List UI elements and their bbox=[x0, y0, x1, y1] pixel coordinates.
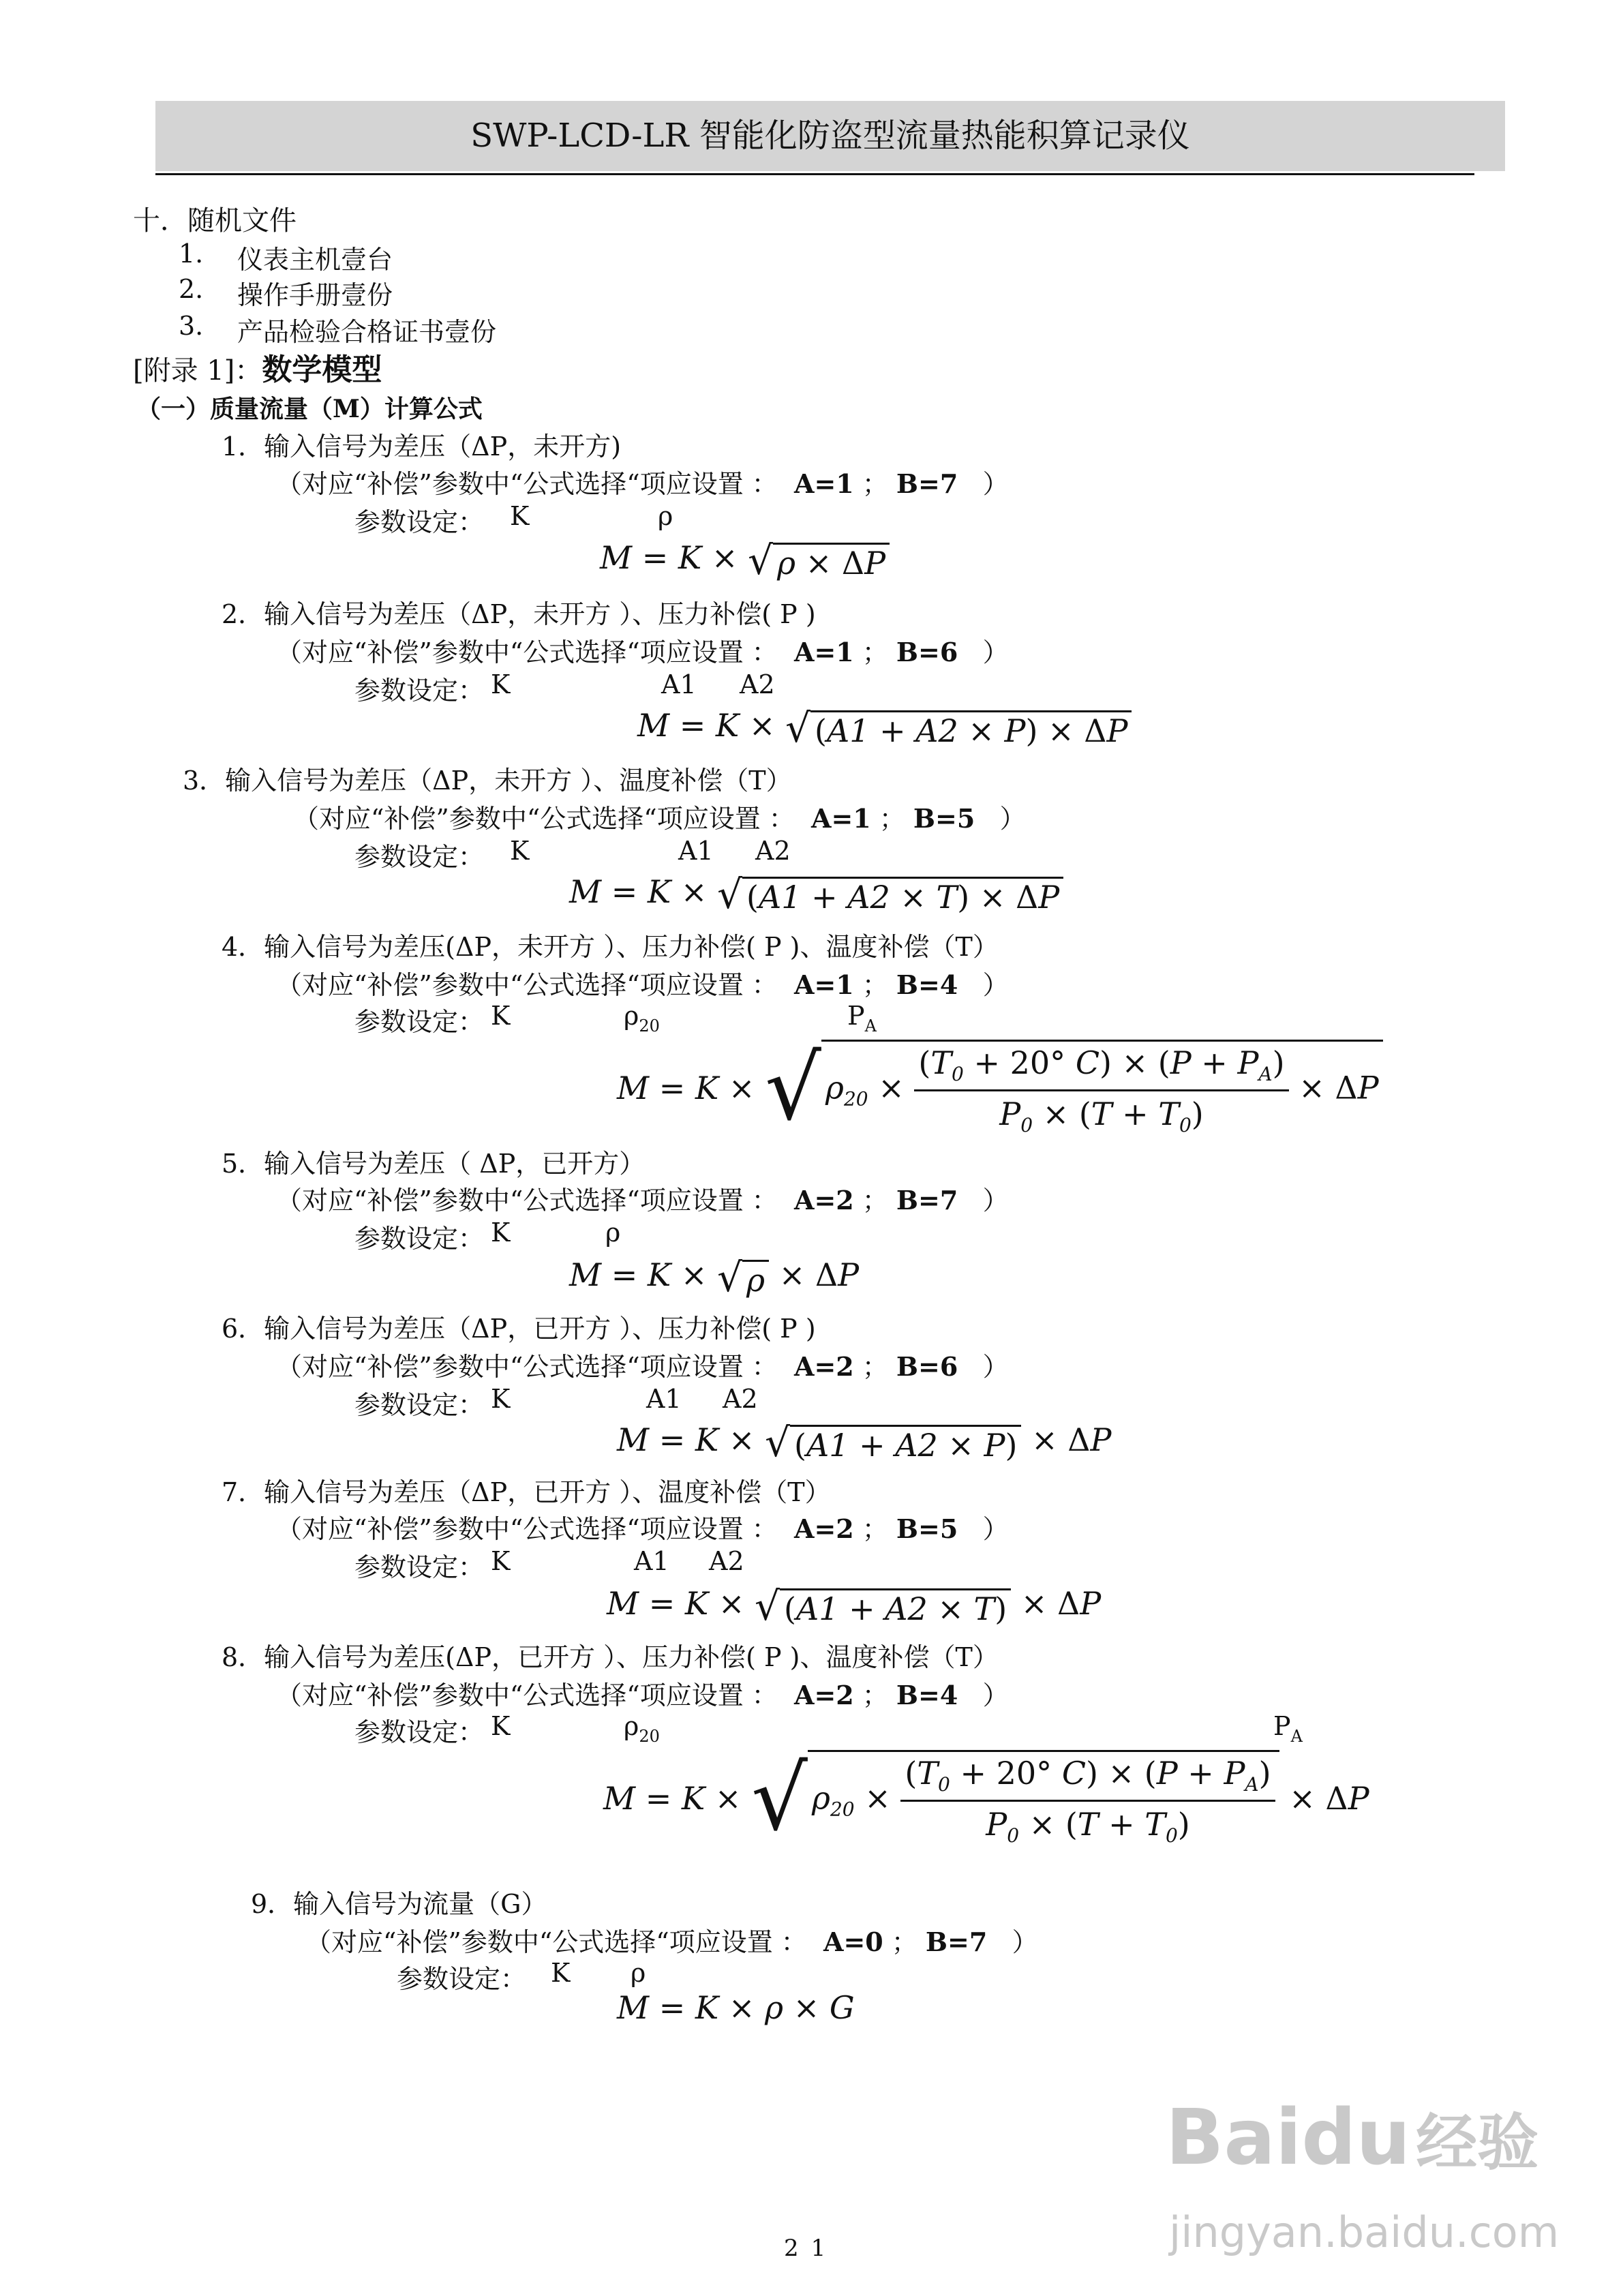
item-ref: （对应“补偿”参数中“公式选择“项应设置 ： A=1 ； B=7 ） bbox=[276, 468, 1009, 499]
param: K bbox=[491, 1546, 511, 1576]
subsection-title: （一）质量流量（M）计算公式 bbox=[136, 395, 483, 423]
param: K bbox=[510, 836, 530, 866]
param: K bbox=[491, 1384, 511, 1414]
item-ref: （对应“补偿”参数中“公式选择“项应设置 ： A=1 ； B=6 ） bbox=[276, 637, 1009, 667]
params-label: 参数设定： bbox=[397, 1964, 527, 1994]
item-title: 3．输入信号为差压（ΔP，未开方 ）、温度补偿（T） bbox=[183, 766, 792, 796]
item-ref: （对应“补偿”参数中“公式选择“项应设置 ： A=2 ； B=4 ） bbox=[276, 1680, 1009, 1710]
item-ref: （对应“补偿”参数中“公式选择“项应设置 ： A=2 ； B=6 ） bbox=[276, 1351, 1009, 1382]
params-label: 参数设定： bbox=[354, 1717, 485, 1747]
param: A1 bbox=[678, 836, 714, 866]
watermark-logo: Baidu经验 bbox=[1166, 2094, 1539, 2182]
param: A2 bbox=[740, 669, 775, 699]
list-item-num: 1. bbox=[179, 239, 204, 269]
formula: M = K × ρ × G bbox=[617, 1989, 855, 2026]
item-title: 2．输入信号为差压（ΔP，未开方 ）、压力补偿( P ) bbox=[222, 599, 816, 629]
item-ref: （对应“补偿”参数中“公式选择“项应设置 ： A=2 ； B=5 ） bbox=[276, 1513, 1009, 1544]
item-ref: （对应“补偿”参数中“公式选择“项应设置 ： A=1 ； B=4 ） bbox=[276, 969, 1009, 1000]
formula: M = K × √ ρ × ΔP bbox=[569, 1254, 860, 1301]
item-title: 9．输入信号为流量（G） bbox=[251, 1889, 547, 1919]
param: A1 bbox=[646, 1384, 682, 1414]
list-item-num: 3. bbox=[179, 311, 204, 341]
param: K bbox=[491, 1218, 511, 1248]
param: A1 bbox=[661, 669, 697, 699]
params-label: 参数设定： bbox=[354, 1390, 485, 1420]
list-item: 仪表主机壹台 bbox=[237, 245, 393, 275]
param: A2 bbox=[723, 1384, 758, 1414]
appendix-title: 数学模型 bbox=[262, 352, 382, 387]
list-item-num: 2. bbox=[179, 274, 204, 304]
header-rule bbox=[155, 173, 1474, 175]
formula: M = K × √ $\rho_{20}$ × $\frac{(T_0 + 20^\circ C) \times (P + P_A)}{P_0 \times (T + T_0)}$ × ΔP bbox=[603, 1747, 1369, 1850]
param: ρ bbox=[631, 1958, 646, 1988]
list-item: 产品检验合格证书壹份 bbox=[237, 317, 497, 347]
item-title: 6．输入信号为差压（ΔP，已开方 ）、压力补偿( P ) bbox=[222, 1314, 816, 1344]
param: ρ bbox=[658, 501, 673, 531]
item-ref: （对应“补偿”参数中“公式选择“项应设置 ： A=2 ； B=7 ） bbox=[276, 1185, 1009, 1215]
appendix-prefix: [附录 1]： bbox=[133, 355, 262, 387]
formula: M = K × √ ρ × ΔP bbox=[600, 537, 890, 584]
page-title: SWP-LCD-LR 智能化防盗型流量热能积算记录仪 bbox=[470, 117, 1190, 155]
params-label: 参数设定： bbox=[354, 842, 485, 872]
formula: M = K × √ (A1 + A2 × P) × ΔP bbox=[617, 1419, 1112, 1466]
params-label: 参数设定： bbox=[354, 1552, 485, 1582]
item-title: 5．输入信号为差压（ ΔP，已开方） bbox=[222, 1149, 646, 1179]
params-label: 参数设定： bbox=[354, 1007, 485, 1037]
section-title: 十．随机文件 bbox=[133, 205, 297, 237]
param: $\rho_{20}$ bbox=[624, 1711, 660, 1746]
param: ρ bbox=[605, 1218, 621, 1248]
page-number: 21 bbox=[784, 2235, 838, 2262]
param: A2 bbox=[709, 1546, 744, 1576]
params-label: 参数设定： bbox=[354, 507, 485, 537]
item-ref: （对应“补偿”参数中“公式选择“项应设置 ： A=0 ； B=7 ） bbox=[305, 1927, 1038, 1957]
param: K bbox=[510, 501, 530, 531]
appendix-heading bbox=[133, 345, 382, 389]
param: $\rho_{20}$ bbox=[624, 1001, 660, 1036]
formula: M = K × √ (A1 + A2 × T) × ΔP bbox=[607, 1583, 1102, 1629]
watermark-url: jingyan.baidu.com bbox=[1169, 2207, 1560, 2257]
param: K bbox=[551, 1958, 571, 1988]
list-item: 操作手册壹份 bbox=[237, 280, 393, 310]
formula: M = K × √ $\rho_{20}$ × $\frac{(T_0 + 20^\circ C) \times (P + P_A)}{P_0 \times (T + T_0)}$ × ΔP bbox=[617, 1036, 1383, 1140]
params-label: 参数设定： bbox=[354, 676, 485, 706]
param: K bbox=[491, 1001, 511, 1031]
formula: M = K × √ (A1 + A2 × T) × ΔP bbox=[569, 871, 1063, 918]
params-label: 参数设定： bbox=[354, 1224, 485, 1254]
item-title: 7．输入信号为差压（ΔP，已开方 ）、温度补偿（T） bbox=[222, 1477, 831, 1507]
param: $P_A$ bbox=[847, 1001, 877, 1036]
param: A1 bbox=[634, 1546, 669, 1576]
param: A2 bbox=[755, 836, 791, 866]
item-title: 1．输入信号为差压（ΔP，未开方) bbox=[222, 432, 622, 462]
param: K bbox=[491, 1711, 511, 1741]
item-title: 8．输入信号为差压(ΔP，已开方 ）、压力补偿( P )、温度补偿（T） bbox=[222, 1642, 999, 1672]
item-title: 4．输入信号为差压(ΔP，未开方 ）、压力补偿( P )、温度补偿（T） bbox=[222, 932, 999, 962]
param: K bbox=[491, 669, 511, 699]
param: $P_A$ bbox=[1273, 1711, 1303, 1746]
item-ref: （对应“补偿”参数中“公式选择“项应设置 ： A=1 ； B=5 ） bbox=[293, 803, 1026, 834]
formula: M = K × √ (A1 + A2 × P) × ΔP bbox=[637, 705, 1132, 751]
